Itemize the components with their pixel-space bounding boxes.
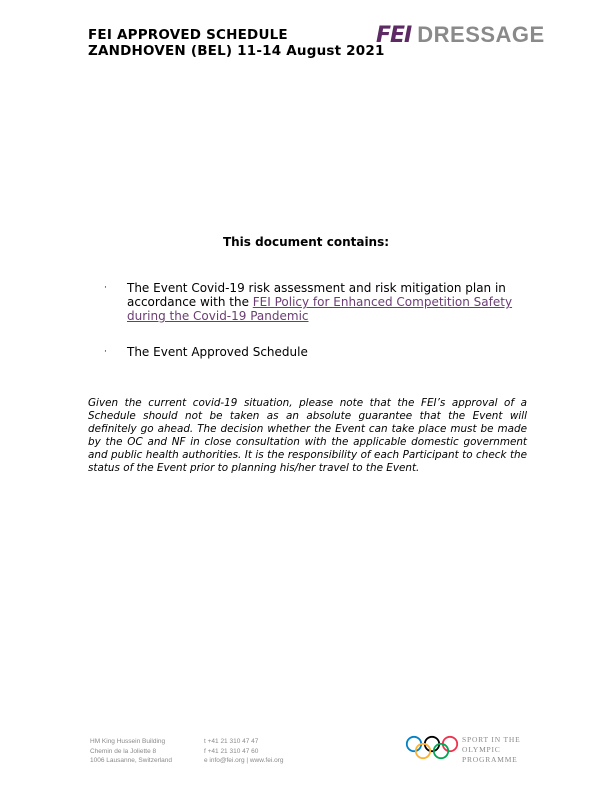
list-item xyxy=(104,281,524,323)
title-line-1: FEI APPROVED SCHEDULE xyxy=(88,27,288,43)
address-line: Chemin de la Joliette 8 xyxy=(90,747,157,755)
contact-fax: f +41 21 310 47 60 xyxy=(204,747,259,755)
list-item-text-start: The Event Covid-19 risk assessment and risk mitigation plan in accordance with the xyxy=(127,281,506,309)
document-title xyxy=(88,27,385,59)
fei-policy-link[interactable]: FEI Policy for Enhanced Competition Safety during the Covid-19 Pandemic xyxy=(127,295,513,323)
olympic-rings-icon xyxy=(405,735,459,761)
fei-dressage-logo xyxy=(376,22,545,48)
contact-email-web: e info@fei.org | www.fei.org xyxy=(204,757,284,764)
olympic-programme-label xyxy=(462,735,520,765)
list-item-text xyxy=(127,281,524,323)
list-item-text: The Event Approved Schedule xyxy=(127,345,308,359)
olympic-line: OLYMPIC xyxy=(462,745,501,754)
fei-logo-mark: FEI xyxy=(376,22,412,48)
address-line: 1006 Lausanne, Switzerland xyxy=(90,757,173,764)
address-line: HM King Hussein Building xyxy=(90,738,166,745)
olympic-line: PROGRAMME xyxy=(462,755,518,764)
contact-phone: t +41 21 310 47 47 xyxy=(204,738,259,745)
dressage-wordmark: DRESSAGE xyxy=(417,22,545,47)
contents-list xyxy=(104,281,524,381)
covid-notice: Given the current covid-19 situation, please note that the FEI’s approval of a Schedule should not be taken as an absolute guarantee that the Event will definitely go ahead. The decision whether the Event can take place must be made by the OC and NF in close consultation with the applicable domestic government and public health authorities. It is the responsibility of each Participant to check the status of the Event prior to planning his/her travel to the Event. xyxy=(88,397,527,474)
list-item xyxy=(104,345,524,359)
bullet-marker: · xyxy=(104,283,107,293)
olympic-line: SPORT IN THE xyxy=(462,735,521,744)
bullet-marker: · xyxy=(104,347,107,357)
title-line-2: ZANDHOVEN (BEL) 11-14 August 2021 xyxy=(88,43,385,59)
footer-contact xyxy=(204,737,283,766)
contents-heading: This document contains: xyxy=(222,235,390,249)
footer-address xyxy=(90,737,172,766)
